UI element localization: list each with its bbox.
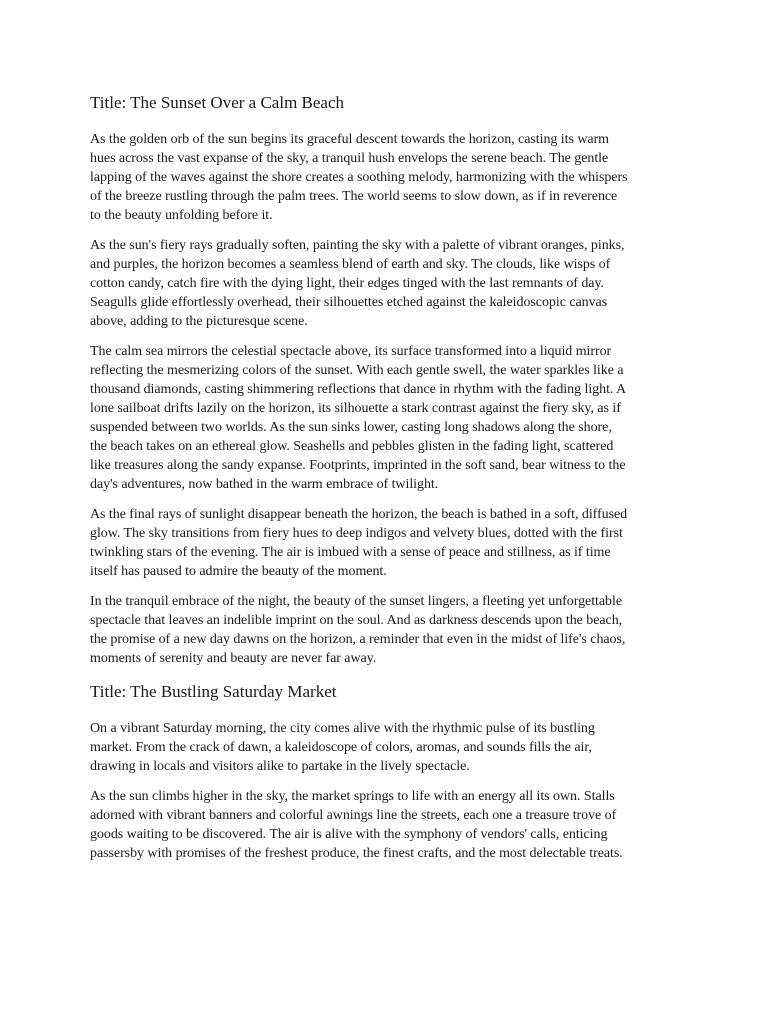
text-line: As the sun climbs higher in the sky, the market springs to life with an energy all its own. Stalls <box>90 789 615 804</box>
text-line: lapping of the waves against the shore creates a soothing melody, harmonizing with the whispers <box>90 170 628 185</box>
text-line: itself has paused to admire the beauty of the moment. <box>90 564 387 579</box>
paragraph <box>90 130 680 225</box>
text-line: to the beauty unfolding before it. <box>90 208 273 223</box>
text-line: In the tranquil embrace of the night, the beauty of the sunset lingers, a fleeting yet unforgettable <box>90 594 623 609</box>
section-market <box>90 681 680 863</box>
paragraph <box>90 787 680 863</box>
text-line: On a vibrant Saturday morning, the city comes alive with the rhythmic pulse of its bustling <box>90 721 595 736</box>
paragraph <box>90 719 680 776</box>
text-line: twinkling stars of the evening. The air is imbued with a sense of peace and stillness, as if time <box>90 545 611 560</box>
text-line: and purples, the horizon becomes a seamless blend of earth and sky. The clouds, like wisps of <box>90 257 611 272</box>
text-line: above, adding to the picturesque scene. <box>90 314 308 329</box>
text-line: lone sailboat drifts lazily on the horizon, its silhouette a stark contrast against the fiery sky, as if <box>90 401 621 416</box>
text-line: As the final rays of sunlight disappear beneath the horizon, the beach is bathed in a soft, diffused <box>90 507 628 522</box>
section-title: Title: The Bustling Saturday Market <box>90 682 337 701</box>
text-line: day's adventures, now bathed in the warm embrace of twilight. <box>90 477 439 492</box>
text-line: glow. The sky transitions from fiery hues to deep indigos and velvety blues, dotted with the first <box>90 526 623 541</box>
text-line: spectacle that leaves an indelible imprint on the soul. And as darkness descends upon the beach, <box>90 613 623 628</box>
text-line: moments of serenity and beauty are never far away. <box>90 651 377 666</box>
text-line: As the golden orb of the sun begins its graceful descent towards the horizon, casting its warm <box>90 132 610 147</box>
text-line: goods waiting to be discovered. The air is alive with the symphony of vendors' calls, enticing <box>90 827 608 842</box>
text-line: of the breeze rustling through the palm trees. The world seems to slow down, as if in reverence <box>90 189 618 204</box>
text-line: like treasures along the sandy expanse. Footprints, imprinted in the soft sand, bear witness to the <box>90 458 626 473</box>
paragraph <box>90 592 680 668</box>
text-line: thousand diamonds, casting shimmering reflections that dance in rhythm with the fading light. A <box>90 382 627 397</box>
paragraph <box>90 505 680 581</box>
text-line: cotton candy, catch fire with the dying light, their edges tinged with the last remnants of day. <box>90 276 604 291</box>
text-line: the beach takes on an ethereal glow. Seashells and pebbles glisten in the fading light, scattered <box>90 439 614 454</box>
text-line: Seagulls glide effortlessly overhead, their silhouettes etched against the kaleidoscopic canvas <box>90 295 608 310</box>
text-line: market. From the crack of dawn, a kaleidoscope of colors, aromas, and sounds fills the air, <box>90 740 592 755</box>
section-title: Title: The Sunset Over a Calm Beach <box>90 93 345 112</box>
text-line: hues across the vast expanse of the sky, a tranquil hush envelops the serene beach. The gentle <box>90 151 609 166</box>
text-line: adorned with vibrant banners and colorful awnings line the streets, each one a treasure trove of <box>90 808 617 823</box>
paragraph <box>90 342 680 494</box>
section-sunset <box>90 92 680 668</box>
text-line: the promise of a new day dawns on the horizon, a reminder that even in the midst of life's chaos, <box>90 632 626 647</box>
text-line: The calm sea mirrors the celestial spectacle above, its surface transformed into a liquid mirror <box>90 344 612 359</box>
text-line: As the sun's fiery rays gradually soften, painting the sky with a palette of vibrant oranges, pinks, <box>90 238 625 253</box>
paragraph <box>90 236 680 331</box>
text-line: passersby with promises of the freshest produce, the finest crafts, and the most delectable treats. <box>90 846 623 861</box>
document-page <box>90 92 680 874</box>
text-line: reflecting the mesmerizing colors of the sunset. With each gentle swell, the water sparkles like a <box>90 363 624 378</box>
text-line: suspended between two worlds. As the sun sinks lower, casting long shadows along the shore, <box>90 420 612 435</box>
text-line: drawing in locals and visitors alike to partake in the lively spectacle. <box>90 759 470 774</box>
